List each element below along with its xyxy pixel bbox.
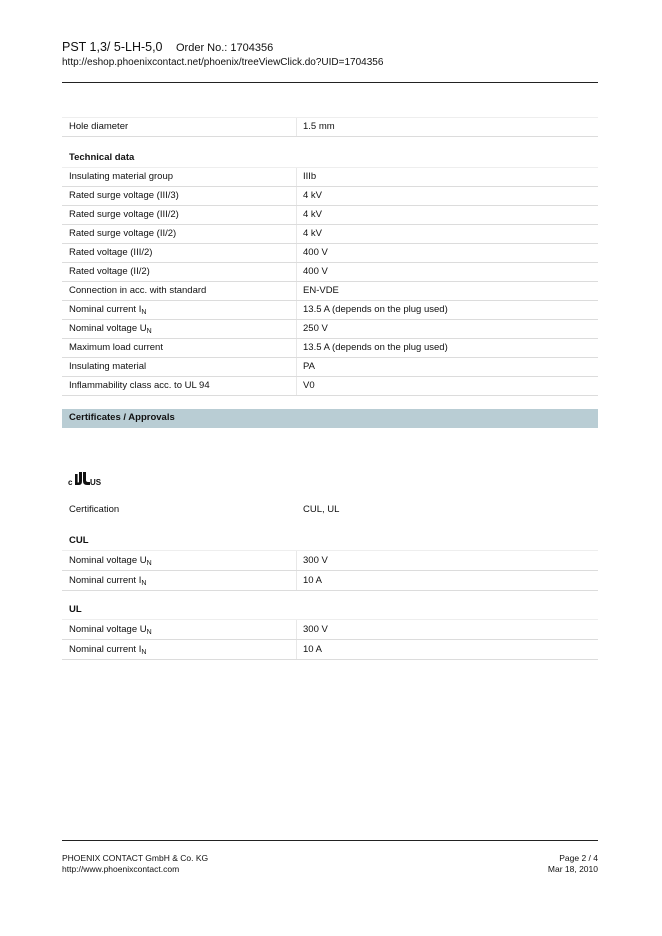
row-value: 1.5 mm [303, 121, 335, 132]
row-label: Rated surge voltage (III/2) [69, 209, 179, 220]
ul-table [62, 619, 598, 660]
row-value: 4 kV [303, 209, 323, 220]
order-number: Order No.: 1704356 [176, 42, 274, 54]
table-row [62, 117, 598, 137]
table-row [62, 244, 598, 263]
page-header [62, 40, 598, 68]
table-row [62, 640, 598, 660]
row-label: Nominal current $I_N$ [69, 575, 147, 587]
row-value: 250 V [303, 323, 328, 334]
certification-label: Certification [69, 504, 120, 515]
row-value: 4 kV [303, 228, 323, 239]
table-row [62, 339, 598, 358]
row-label: Rated voltage (III/2) [69, 247, 153, 258]
table-row [62, 377, 598, 396]
table-row [62, 225, 598, 244]
certification-value: CUL, UL [303, 504, 340, 515]
row-label: Inflammability class acc. to UL 94 [69, 380, 210, 391]
product-url[interactable]: http://eshop.phoenixcontact.net/phoenix/treeViewClick.do?UID=1704356 [62, 57, 384, 68]
table-row [62, 301, 598, 320]
row-label: Nominal current $I_N$ [69, 304, 147, 316]
row-label: Rated voltage (II/2) [69, 266, 150, 277]
technical-data-heading: Technical data [62, 152, 598, 168]
row-value: EN-VDE [303, 285, 339, 296]
page-number: Page 2 / 4 [559, 853, 598, 863]
table-row [62, 282, 598, 301]
row-label: Nominal voltage $U_N$ [69, 624, 152, 636]
table-row [62, 619, 598, 640]
header-divider [62, 82, 598, 83]
row-label: Nominal voltage $U_N$ [69, 555, 152, 567]
row-label: Insulating material group [69, 171, 174, 182]
table-row [62, 206, 598, 225]
row-value: 10 A [303, 644, 323, 655]
product-title: PST 1,3/ 5-LH-5,0 [62, 40, 163, 54]
footer-divider [62, 840, 598, 841]
table-row [62, 167, 598, 187]
table-row [62, 571, 598, 591]
row-label: Connection in acc. with standard [69, 285, 207, 296]
row-value: 300 V [303, 555, 328, 566]
table-row [62, 550, 598, 571]
row-value: 13.5 A (depends on the plug used) [303, 342, 448, 353]
row-value: V0 [303, 380, 315, 391]
row-value: 400 V [303, 247, 328, 258]
company-name: PHOENIX CONTACT GmbH & Co. KG [62, 853, 209, 863]
row-value: IIIb [303, 171, 317, 182]
company-website[interactable]: http://www.phoenixcontact.com [62, 864, 180, 874]
cul-table [62, 550, 598, 591]
row-value: 400 V [303, 266, 328, 277]
table-row [62, 263, 598, 282]
technical-data-table [62, 167, 598, 396]
row-value: 10 A [303, 575, 323, 586]
row-label: Nominal current $I_N$ [69, 644, 147, 656]
row-value: 300 V [303, 624, 328, 635]
row-value: 4 kV [303, 190, 323, 201]
table-row [62, 358, 598, 377]
svg-text:US: US [90, 478, 102, 487]
svg-text:c: c [68, 478, 73, 487]
row-value: 13.5 A (depends on the plug used) [303, 304, 448, 315]
table-row [62, 320, 598, 339]
row-value: PA [303, 361, 315, 372]
document-date: Mar 18, 2010 [547, 864, 598, 874]
top-table [62, 117, 598, 137]
certificates-heading: Certificates / Approvals [62, 409, 598, 428]
row-label: Insulating material [69, 361, 147, 372]
row-label: Rated surge voltage (III/3) [69, 190, 179, 201]
row-label: Maximum load current [69, 342, 163, 353]
ul-heading: UL [62, 604, 598, 620]
cul-heading: CUL [62, 535, 598, 551]
table-row [62, 187, 598, 206]
row-label: Nominal voltage $U_N$ [69, 323, 152, 335]
row-label: Rated surge voltage (II/2) [69, 228, 177, 239]
row-label: Hole diameter [69, 121, 129, 132]
ul-certification-logo-icon [68, 468, 118, 488]
